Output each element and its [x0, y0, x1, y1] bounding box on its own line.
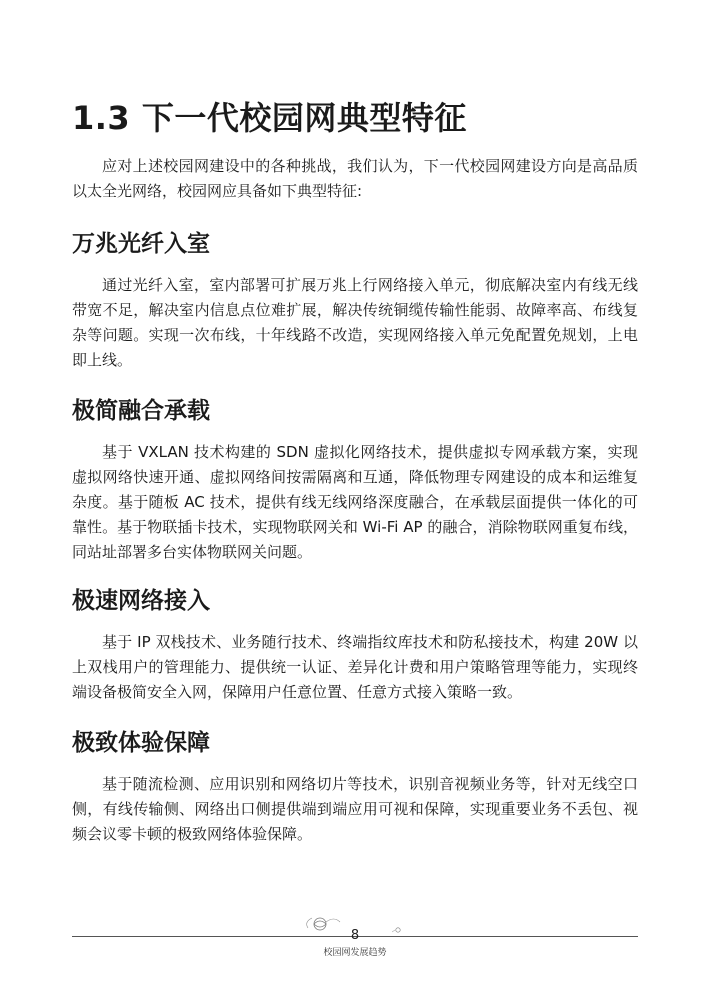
section-heading-fiber: 万兆光纤入室 — [72, 231, 210, 257]
page-number: 8 — [350, 928, 360, 943]
section-body-fiber: 通过光纤入室，室内部署可扩展万兆上行网络接入单元，彻底解决室内有线无线带宽不足，解决室内信息点位难扩展，解决传统铜缆传输性能弱、故障率高、布线复杂等问题。实现一次布线，十年线路不改造，实现网络接入单元免配置免规划，上电即上线。 — [72, 276, 638, 369]
footer-doc-title: 校园网发展趋势 — [323, 948, 387, 958]
intro-paragraph: 应对上述校园网建设中的各种挑战，我们认为，下一代校园网建设方向是高品质以太全光网络，校园网应具备如下典型特征: — [72, 157, 638, 200]
page-title: 1.3 下一代校园网典型特征 — [72, 99, 467, 137]
section-heading-access: 极速网络接入 — [72, 588, 210, 614]
section-heading-converged: 极简融合承载 — [72, 398, 210, 424]
section-heading-experience: 极致体验保障 — [72, 730, 210, 756]
section-body-access: 基于 IP 双栈技术、业务随行技术、终端指纹库技术和防私接技术，构建 20W 以上双栈用户的管理能力、提供统一认证、差异化计费和用户策略管理等能力，实现终端设备极简安全入网，保障用户任意位置、任意方式接入策略一致。 — [72, 633, 638, 701]
section-body-experience: 基于随流检测、应用识别和网络切片等技术，识别音视频业务等，针对无线空口侧，有线传输侧、网络出口侧提供端到端应用可视和保障，实现重要业务不丢包、视频会议零卡顿的极致网络体验保障。 — [72, 775, 638, 843]
section-body-converged: 基于 VXLAN 技术构建的 SDN 虚拟化网络技术，提供虚拟专网承载方案，实现虚拟网络快速开通、虚拟网络间按需隔离和互通，降低物理专网建设的成本和运维复杂度。基于随板 AC 技术，提供有线无线网络深度融合，在承载层面提供一体化的可靠性。基于物联插卡技术，实现物联网关和 Wi-Fi AP 的融合，消除物联网重复布线，同站址部署多台实体物联网关问题。 — [72, 443, 638, 561]
